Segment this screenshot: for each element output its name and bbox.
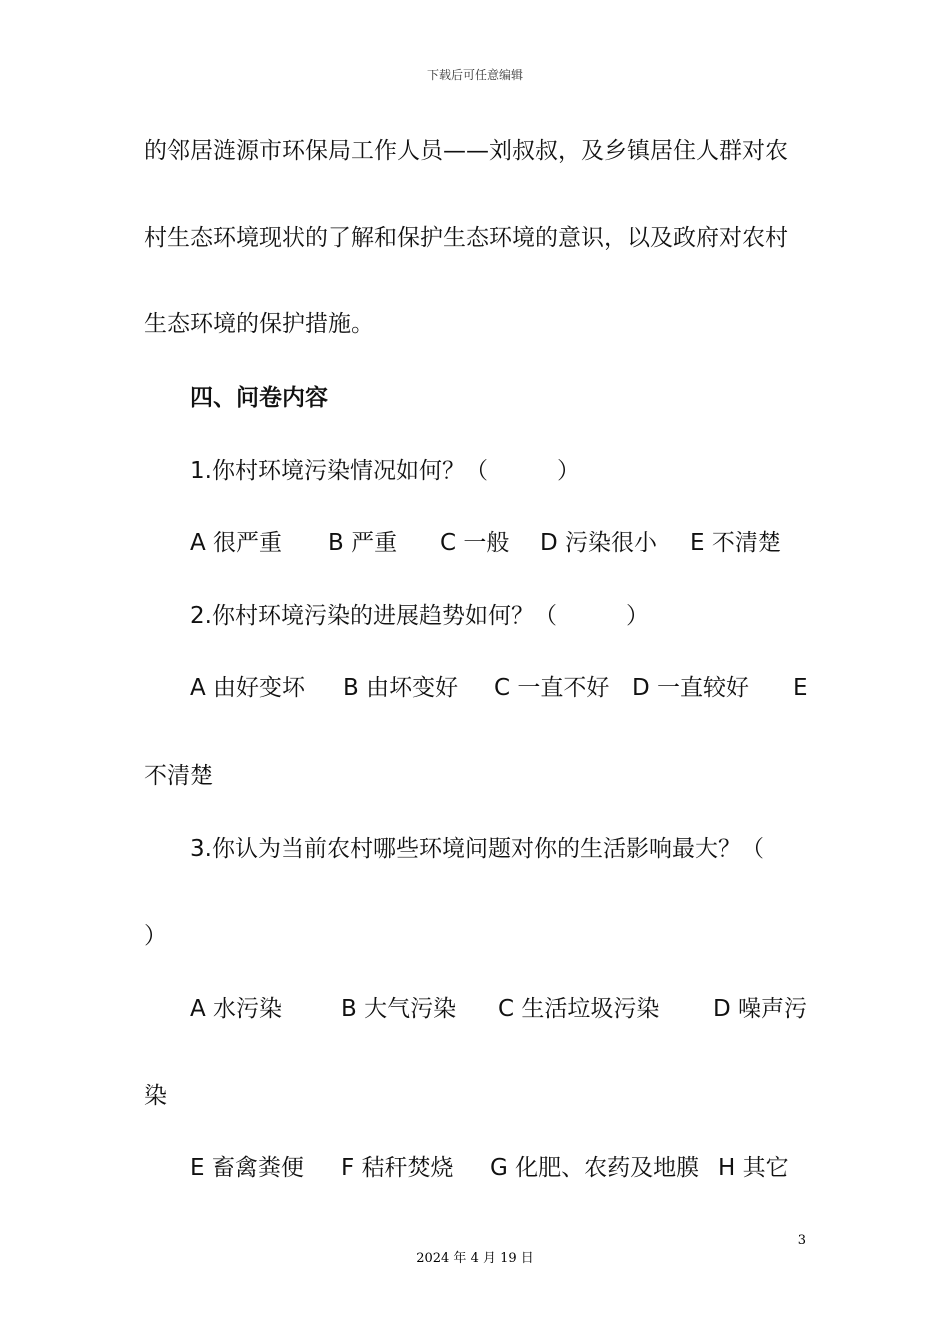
option-q2-e: E [793,675,808,701]
option-q3-g: G 化肥、农药及地膜 [490,1155,700,1181]
option-q2-c: C 一直不好 [494,675,610,701]
section-heading: 四、问卷内容 [190,385,328,411]
option-q2-d: D 一直较好 [632,675,750,701]
question-3-wrap: ） [144,923,167,949]
question-2-options-wrap: 不清楚 [144,763,213,789]
option-q3-f: F 秸秆焚烧 [341,1155,454,1181]
intro-line-2: 村生态环境现状的了解和保护生态环境的意识，以及政府对农村 [144,225,788,251]
question-2: 2.你村环境污染的进展趋势如何？（ ） [190,603,649,629]
option-q2-b: B 由坏变好 [343,675,459,701]
intro-line-1: 的邻居涟源市环保局工作人员——刘叔叔，及乡镇居住人群对农 [144,138,788,164]
option-q1-a: A 很严重 [190,530,283,556]
page-number: 3 [797,1233,806,1248]
option-q3-c: C 生活垃圾污染 [498,996,660,1022]
option-q1-e: E 不清楚 [690,530,781,556]
question-3: 3.你认为当前农村哪些环境问题对你的生活影响最大？（ [190,836,764,862]
question-1: 1.你村环境污染情况如何？（ ） [190,458,580,484]
option-q3-h: H 其它 [718,1155,789,1181]
option-q1-c: C 一般 [440,530,510,556]
intro-line-3: 生态环境的保护措施。 [144,311,374,337]
option-q1-d: D 污染很小 [540,530,658,556]
option-q3-e: E 畜禽粪便 [190,1155,304,1181]
option-q3-d: D 噪声污 [713,996,808,1022]
option-q2-a: A 由好变坏 [190,675,306,701]
option-q3-a: A 水污染 [190,996,283,1022]
page-header: 下载后可任意编辑 [426,68,523,82]
option-q1-b: B 严重 [328,530,398,556]
page-footer-date: 2024 年 4 月 19 日 [416,1251,534,1266]
question-3-options-row-1-wrap: 染 [144,1083,167,1109]
option-q3-b: B 大气污染 [341,996,457,1022]
